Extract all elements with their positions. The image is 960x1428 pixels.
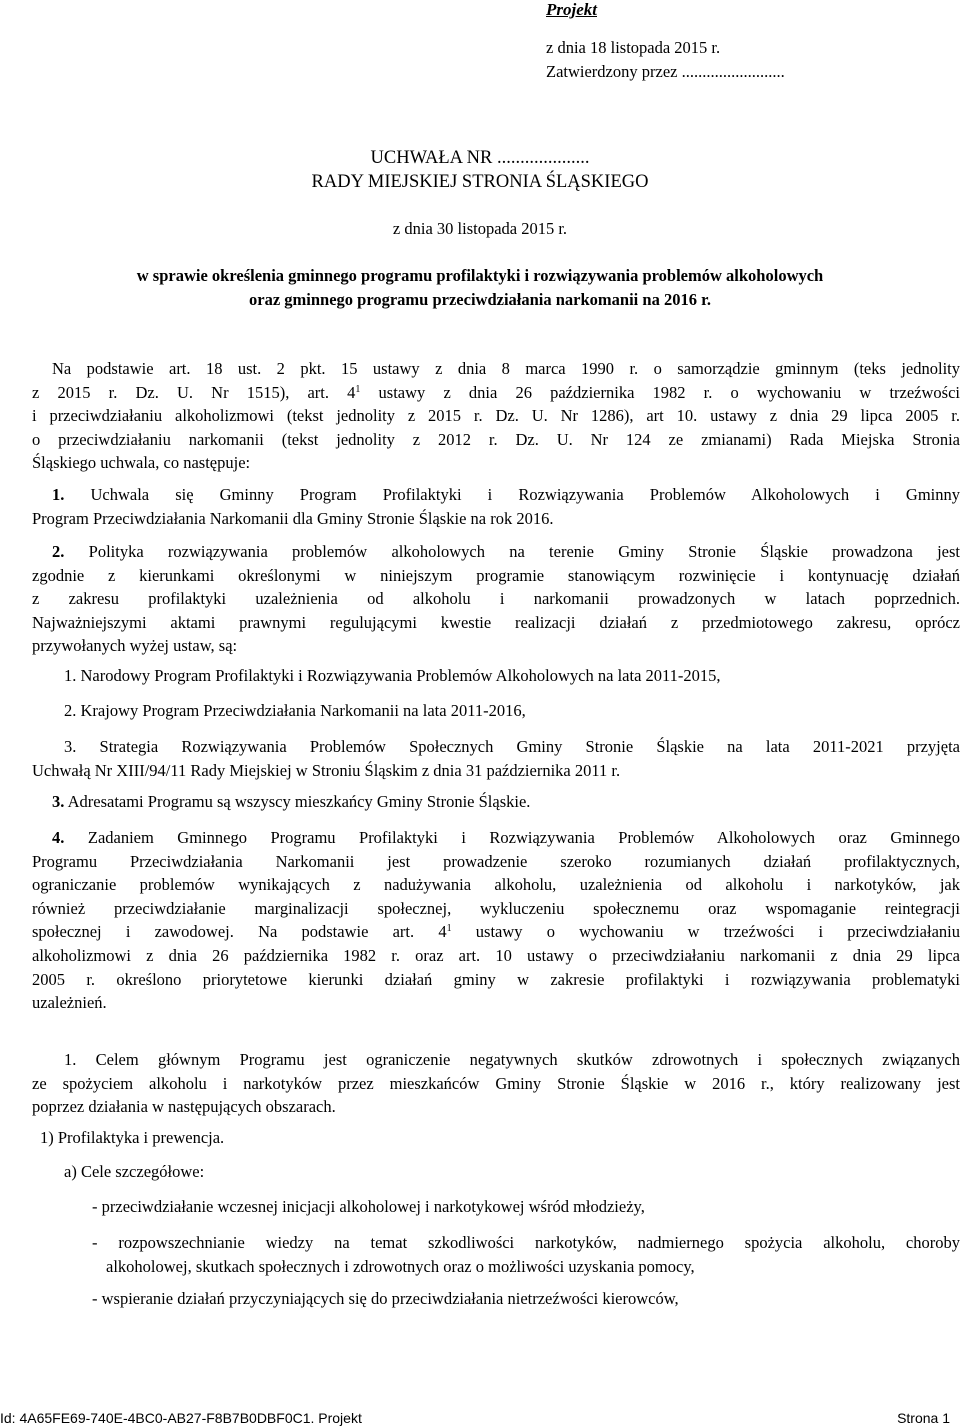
- preamble-line: i przeciwdziałaniu alkoholizmowi (tekst jednolity z 2015 r. Dz. U. Nr 1286), art 10. ustawy z dnia 29 lipca 2005 r.: [32, 406, 960, 426]
- page-number: Strona 1: [897, 1410, 950, 1426]
- preamble-line: ustawy z dnia 26 października 1982 r. o wychowaniu w trzeźwości: [360, 382, 960, 402]
- preamble-line: z 2015 r. Dz. U. Nr 1515), art. 4: [32, 382, 356, 402]
- document-id: Id: 4A65FE69-740E-4BC0-AB27-F8B7B0DBF0C1. Projekt: [0, 1410, 362, 1426]
- council-name: RADY MIEJSKIEJ STRONIA ŚLĄSKIEGO: [311, 172, 649, 192]
- resolution-date: z dnia 30 listopada 2015 r.: [392, 219, 568, 238]
- section-1: 1. Uchwala się Gminny Program Profilaktyki i Rozwiązywania Problemów Alkoholowych i Gminny Program Przeciwdziałania Narkomanii dla Gminy Stronie Śląskie na rok 2016.: [32, 485, 960, 528]
- bullet-item: - rozpowszechnianie wiedzy na temat szkodliwości narkotyków, nadmiernego spożycia alkoholu, choroby alkoholowej, skutkach społecznych i zdrowotnych oraz o możliwości uzyskania pomocy,: [92, 1233, 960, 1276]
- main-goal: 1. Celem głównym Programu jest ograniczenie negatywnych skutków zdrowotnych i społecznych związanych ze spożyciem alkoholu i narkotyków przez mieszkańców Gminy Stronie Śląskie w 2016 r., który realizowany jest poprzez działania w następujących obszarach.: [32, 1050, 960, 1117]
- section-number: 3.: [52, 792, 65, 811]
- act-list-item: 1. Narodowy Program Profilaktyki i Rozwiązywania Problemów Alkoholowych na lata 2011-2015,: [64, 666, 721, 685]
- subject-line-2: oraz gminnego programu przeciwdziałania narkomanii na 2016 r.: [249, 290, 711, 309]
- resolution-number: UCHWAŁA NR ....................: [370, 148, 590, 168]
- section-2: 2. Polityka rozwiązywania problemów alkoholowych na terenie Gminy Stronie Śląskie prowadzona jest zgodnie z kierunkami określonymi w niniejszym programie stanowiącym rozwinięcie i kontynuację działań z zakresu profilaktyki uzależnienia od alkoholu i narkomanii prowadzonych w latach poprzednich. Najważniejszymi aktami prawnymi regulującymi kwestie realizacji działań z przedmiotowego zakresu, oprócz przywołanych wyżej ustaw, są:: [32, 542, 960, 656]
- draft-label: Projekt: [546, 0, 597, 19]
- section-number: 4.: [52, 828, 65, 847]
- preamble: [32, 357, 960, 475]
- subject-line-1: w sprawie określenia gminnego programu profilaktyki i rozwiązywania problemów alkoholowych: [136, 266, 824, 285]
- preamble-line: Na podstawie art. 18 ust. 2 pkt. 15 ustawy z dnia 8 marca 1990 r. o samorządzie gminnym (teks jednolity: [52, 359, 960, 378]
- act-list-item: 2. Krajowy Program Przeciwdziałania Narkomanii na lata 2011-2016,: [64, 701, 526, 720]
- section-number: 2.: [52, 542, 65, 561]
- area-heading: 1) Profilaktyka i prewencja.: [40, 1128, 225, 1147]
- superscript: 1: [355, 383, 361, 395]
- preamble-line: Śląskiego uchwala, co następuje:: [32, 453, 251, 473]
- section-3: 3. Adresatami Programu są wszyscy mieszkańcy Gminy Stronie Śląskie.: [52, 792, 531, 811]
- section-number: 1.: [52, 485, 65, 504]
- bullet-item: - przeciwdziałanie wczesnej inicjacji alkoholowej i narkotykowej wśród młodzieży,: [92, 1197, 645, 1216]
- act-list-item: 3. Strategia Rozwiązywania Problemów Społecznych Gminy Stronie Śląskie na lata 2011-2021 przyjęta Uchwałą Nr XIII/94/11 Rady Miejskiej w Stroniu Śląskim z dnia 31 października 2011 r.: [32, 737, 960, 780]
- bullet-item: - wspieranie działań przyczyniających się do przeciwdziałania nietrzeźwości kierowców,: [92, 1289, 679, 1308]
- header-date: z dnia 18 listopada 2015 r.: [546, 38, 721, 57]
- preamble-line: o przeciwdziałaniu narkomanii (tekst jednolity z 2012 r. Dz. U. Nr 124 ze zmianami) Rada Miejska Stronia: [32, 429, 960, 449]
- subgoals-heading: a) Cele szczegółowe:: [64, 1162, 205, 1181]
- superscript: 1: [446, 923, 452, 935]
- section-4: 4. Zadaniem Gminnego Programu Profilaktyki i Rozwiązywania Problemów Alkoholowych oraz Gminnego Programu Przeciwdziałania Narkomanii jest prowadzenie szeroko rozumianych działań profilaktycznych, ograniczanie problemów wynikających z nadużywania alkoholu, uzależnienia od alkoholu i narkotyków, jak również przeciwdziałanie marginalizacji społecznej, wykluczeniu społecznemu oraz wspomaganie reintegracji społecznej i zawodowej. Na podstawie art. $4^1$ ustawy o wychowaniu w trzeźwości i przeciwdziałaniu alkoholizmowi z dnia 26 października 1982 r. oraz art. 10 ustawy o przeciwdziałaniu narkomanii z dnia 29 lipca 2005 r. określono priorytetowe kierunki działań gminy w zakresie profilaktyki i rozwiązywania problematyki uzależnień.: [32, 828, 960, 1013]
- approved-by: Zatwierdzony przez .........................: [546, 62, 785, 81]
